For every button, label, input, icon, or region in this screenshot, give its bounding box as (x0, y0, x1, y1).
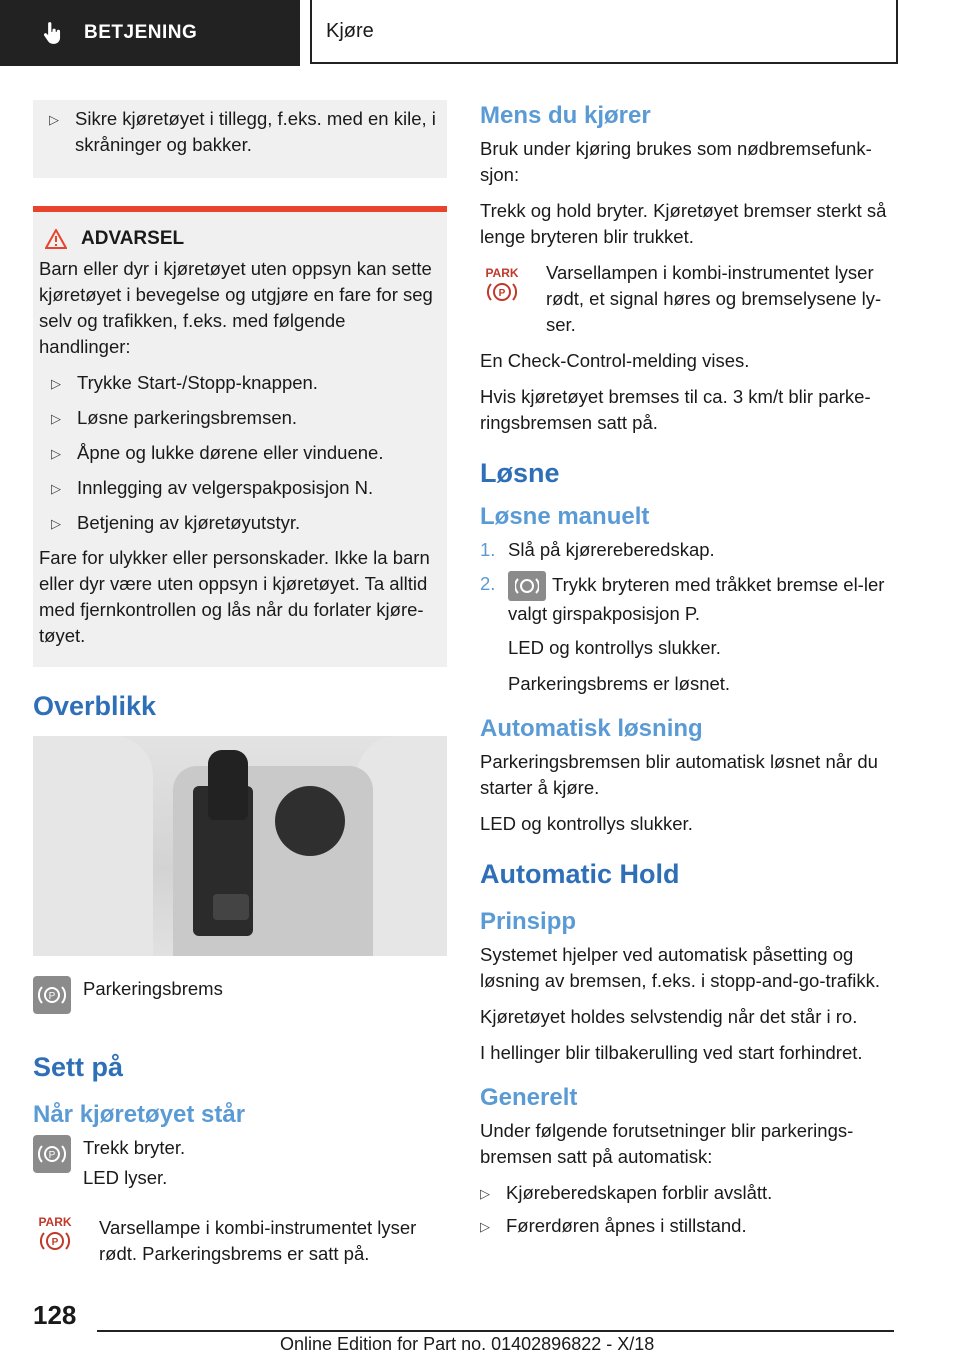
led-text: LED lyser. (83, 1167, 168, 1188)
park-warning-icon: PARK P (485, 266, 519, 299)
gear-selector (208, 750, 248, 820)
right-column: Mens du kjører Bruk under kjøring brukes som nødbremsefunk-sjon: Trekk og hold bryter. Kjøretøyet bremser sterkt så lenge bryteren blir trukket. PARK P Varsellampen i kombi-instrumentet lyser rødt, et signal høres og bremselysene ly-ser. En Check-Control-melding vises. Hvis kjøretøyet bremses til ca. 3 km/t blir parke-ringsbremsen satt på. Løsne Løsne manuelt 1. Slå på kjørereberedskap. 2. Trykk bryteren med tråkket bremse el-ler valgt girspakposisjon P. LED og kontrollys slukker. Parkeringsbrems er løsnet. Automatisk løsning Parkeringsbremsen blir automatisk løsnet når du starter å kjøre. LED og kontrollys slukker. Automatic Hold Prinsipp Systemet hjelper ved automatisk påsetting og løsning av bremsen, f.eks. i stopp-and-go-trafikk. Kjøretøyet holdes selvstendig når det står i ro. I hellinger blir tilbakerulling ved start forhindret. Generelt Under følgende forutsetninger blir parkerings-bremsen satt på automatisk: ▷ Kjøreberedskapen forblir avslått. ▷ Førerdøren åpnes i stillstand. (480, 100, 894, 1246)
heading-sett-pa: Sett på (33, 1052, 124, 1082)
chapter-tab (310, 0, 898, 64)
svg-text:P: P (48, 991, 56, 1002)
svg-text:P: P (498, 288, 506, 299)
parking-brake-icon (508, 571, 546, 601)
list-item: ▷ Løsne parkeringsbremsen. (51, 405, 439, 432)
photo-caption: Parkeringsbrems (83, 978, 223, 999)
triangle-bullet-icon: ▷ (51, 411, 61, 426)
triangle-bullet-icon: ▷ (49, 112, 59, 127)
caption-row (33, 976, 447, 1014)
warning-intro: Barn eller dyr i kjøretøyet uten oppsyn kan sette kjøretøyet i bevegelse og utgjøre en fare for seg selv og trafikken, f.eks. med følgende handlinger: (39, 258, 433, 357)
triangle-bullet-icon: ▷ (51, 481, 61, 496)
step-item: 2. Trykk bryteren med tråkket bremse el-ler valgt girspakposisjon P. (480, 573, 885, 624)
hand-pointer-icon (40, 20, 66, 46)
mens-varsel-row: PARK P Varsellampen i kombi-instrumentet lyser rødt, et signal høres og bremselysene ly-ser. (480, 260, 894, 348)
warning-triangle-icon (45, 229, 67, 249)
heading-nar-star: Når kjøretøyet står (33, 1101, 246, 1128)
triangle-bullet-icon: ▷ (480, 1186, 490, 1201)
svg-text:P: P (48, 1150, 56, 1161)
varsel-row (33, 1215, 447, 1277)
triangle-bullet-icon: ▷ (480, 1219, 490, 1234)
list-item: ▷ Førerdøren åpnes i stillstand. (480, 1213, 894, 1240)
list-item: ▷ Sikre kjøretøyet i tillegg, f.eks. med en kile, i skråninger og bakker. (49, 106, 441, 158)
list-item: ▷ Åpne og lukke dørene eller vinduene. (51, 440, 439, 467)
heading-losne-manuelt: Løsne manuelt (480, 503, 650, 530)
heading-losne: Løsne (480, 458, 560, 488)
list-item: ▷ Trykke Start-/Stopp-knappen. (51, 370, 439, 397)
warning-title: ADVARSEL (45, 228, 439, 250)
triangle-bullet-icon: ▷ (51, 376, 61, 391)
warning-outro: Fare for ulykker eller personskader. Ikke la barn eller dyr være uten oppsyn i kjøretøyet. Ta alltid med fjernkontrollen og lås når du forlater kjøre-tøyet. (39, 547, 430, 646)
center-console-photo (33, 736, 447, 956)
triangle-bullet-icon: ▷ (51, 516, 61, 531)
section-title: BETJENING (84, 22, 198, 43)
page-number: 128 (33, 1300, 77, 1330)
trekk-row (33, 1135, 447, 1201)
parking-brake-icon (33, 1135, 71, 1173)
list-item: ▷ Kjøreberedskapen forblir avslått. (480, 1180, 894, 1207)
park-warning-icon: PARK P (38, 1215, 72, 1248)
warning-box (33, 206, 447, 667)
top-bullet-box (33, 100, 447, 178)
footer-rule (97, 1330, 894, 1332)
heading-mens: Mens du kjører (480, 102, 651, 129)
svg-text:P: P (51, 1237, 59, 1248)
step-item: 1. Slå på kjørereberedskap. (480, 539, 715, 560)
heading-auto-hold: Automatic Hold (480, 859, 680, 889)
list-item: ▷ Betjening av kjøretøyutstyr. (51, 510, 439, 537)
left-column (33, 100, 447, 1277)
edition-text: Online Edition for Part no. 01402896822 - X/18 (280, 1334, 655, 1354)
heading-prinsipp: Prinsipp (480, 908, 577, 935)
list-item: ▷ Innlegging av velgerspakposisjon N. (51, 475, 439, 502)
parking-brake-switch (213, 894, 249, 920)
triangle-bullet-icon: ▷ (51, 446, 61, 461)
parking-brake-icon (33, 976, 71, 1014)
trekk-text: Trekk bryter. (83, 1137, 186, 1158)
heading-overblikk: Overblikk (33, 691, 157, 721)
varsel-text: Varsellampe i kombi-instrumentet lyser rødt. Parkeringsbrems er satt på. (99, 1217, 417, 1264)
section-tab (0, 0, 300, 66)
heading-generelt: Generelt (480, 1084, 578, 1111)
heading-auto-losning: Automatisk løsning (480, 715, 703, 742)
idrive-controller (275, 786, 345, 856)
chapter-title: Kjøre (326, 19, 374, 42)
